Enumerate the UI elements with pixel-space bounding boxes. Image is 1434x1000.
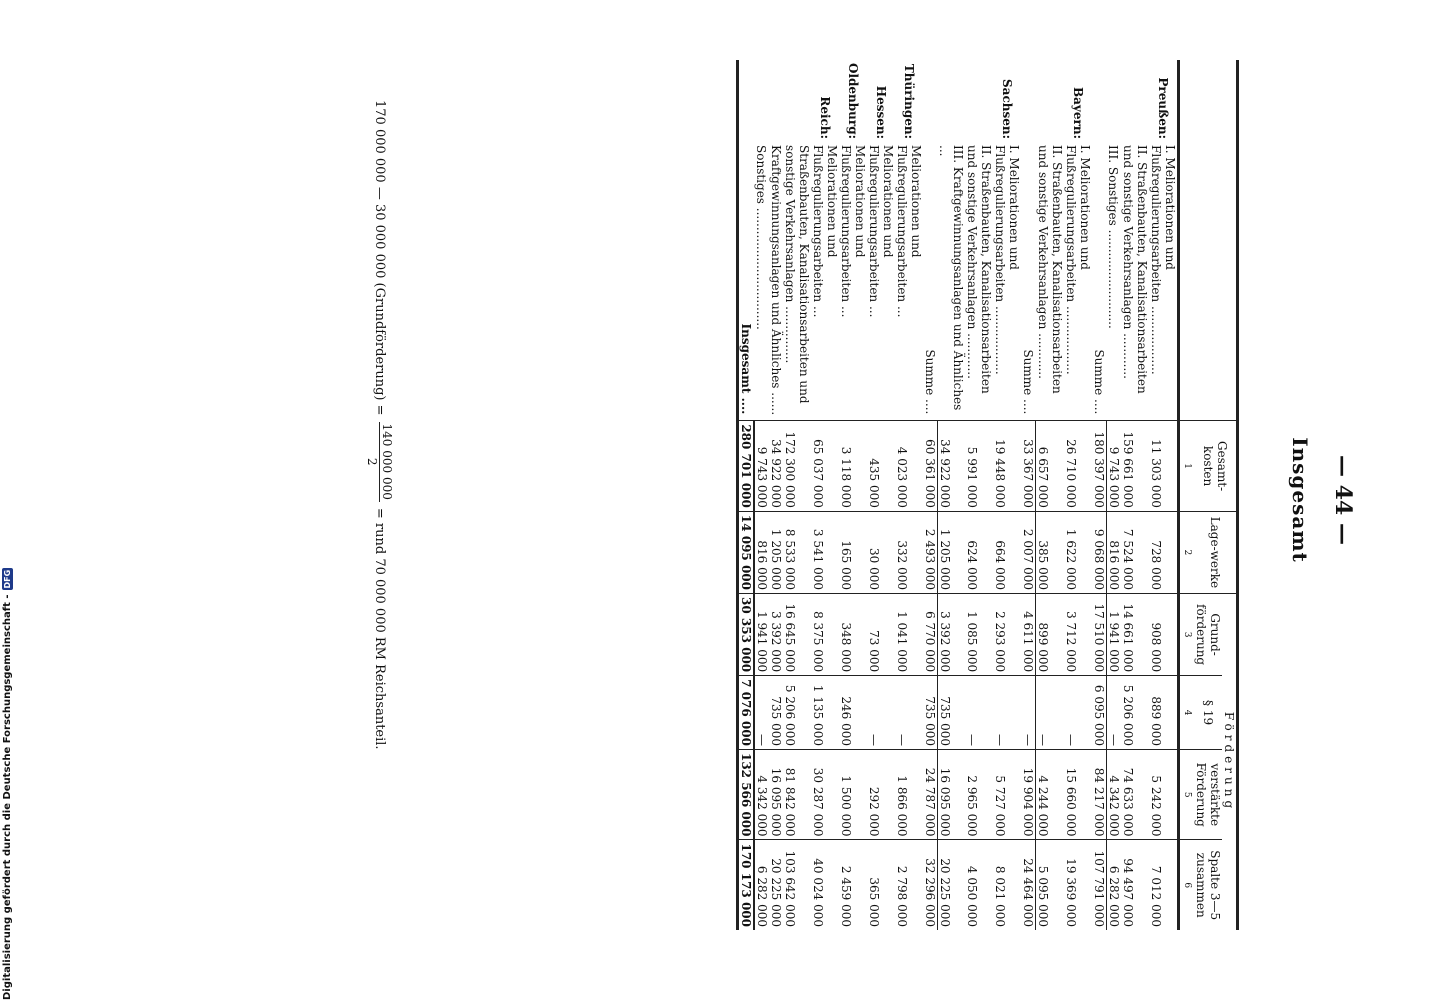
row-description: II. Straßenbauten, Kanalisationsarbeiten und sonstige Verkehrsanlagen ............ [1121, 145, 1149, 394]
cell-col-6: 2 459 000 [839, 840, 867, 930]
table-row [783, 60, 811, 930]
digitization-note [2, 568, 13, 1000]
state-label [1107, 60, 1122, 142]
cell-col-4: 735 000 [769, 676, 783, 750]
cell-col-1: 4 023 000 [895, 421, 923, 512]
cell-col-6: 6 282 000 [754, 840, 769, 930]
cell-col-1: 9 743 000 [754, 421, 769, 512]
cell-col-6: 32 296 000 [923, 840, 938, 930]
state-label: Hessen: [874, 85, 888, 140]
cell-col-3: 30 353 000 [738, 594, 755, 676]
cell-col-4: — [994, 676, 1022, 750]
cell-col-6: 365 000 [867, 840, 895, 930]
cell-col-3: 348 000 [839, 594, 867, 676]
row-description: Straßenbauten, Kanalisationsarbeiten und sonstige Verkehrsanlagen ............... [783, 145, 811, 404]
col-header-2: Lage-werke [1194, 511, 1238, 593]
cell-col-5: 24 787 000 [923, 749, 938, 840]
cell-col-3: 16 645 000 [783, 594, 811, 676]
cell-col-5: 4 342 000 [754, 749, 769, 840]
footnote-left: 170 000 000 — 30 000 000 (Grundförderung) = [372, 100, 387, 416]
cell-col-6: 19 369 000 [1064, 840, 1092, 930]
state-label: Oldenburg: [846, 63, 860, 140]
cell-col-6: 5 095 000 [1036, 840, 1064, 930]
cell-col-2: 8 533 000 [783, 511, 811, 593]
cell-col-2: 2 007 000 [1022, 511, 1037, 593]
cell-col-1: 34 922 000 [769, 421, 783, 512]
cell-col-3: 908 000 [1149, 594, 1179, 676]
table-row [1149, 60, 1179, 930]
table-row [1036, 60, 1064, 930]
cell-col-5: 1 500 000 [839, 749, 867, 840]
cell-col-6: 170 173 000 [738, 840, 755, 930]
cell-col-5: 2 965 000 [966, 749, 994, 840]
cell-col-3: 6 770 000 [923, 594, 938, 676]
row-description: II. Straßenbauten, Kanalisationsarbeiten und sonstige Verkehrsanlagen ............ [965, 145, 994, 394]
cell-col-4: — [966, 676, 994, 750]
col-number-2: 2 [1179, 511, 1195, 593]
cell-col-2: 816 000 [754, 511, 769, 593]
cell-col-1: 60 361 000 [923, 421, 938, 512]
row-description: II. Straßenbauten, Kanalisationsarbeiten und sonstige Verkehrsanlagen ............ [1036, 145, 1064, 394]
cell-col-4: 246 000 [839, 676, 867, 750]
row-description: III. Kraftgewinnungsanlagen und Ähnliches ... [937, 145, 966, 411]
table-row [769, 60, 783, 930]
cell-col-4: 889 000 [1149, 676, 1179, 750]
cell-col-5: 5 242 000 [1149, 749, 1179, 840]
row-description: III. Sonstiges .......................... [1106, 145, 1121, 329]
cell-col-2: 816 000 [1107, 511, 1122, 593]
table-row [994, 60, 1022, 930]
cell-col-3: 14 661 000 [1121, 594, 1149, 676]
cell-col-3: 2 293 000 [994, 594, 1022, 676]
foerderung-group-header: Förderung [1222, 594, 1238, 931]
cell-col-4: — [1064, 676, 1092, 750]
cell-col-6: 20 225 000 [769, 840, 783, 930]
state-label [1022, 60, 1037, 142]
cell-col-6: 2 798 000 [895, 840, 923, 930]
cell-col-5: 5 727 000 [994, 749, 1022, 840]
cell-col-4: 7 076 000 [738, 676, 755, 750]
cell-col-2: 664 000 [994, 511, 1022, 593]
cell-col-1: 435 000 [867, 421, 895, 512]
footnote [365, 100, 394, 920]
cell-col-1: 11 303 000 [1149, 421, 1179, 512]
cell-col-3: 17 510 000 [1092, 594, 1107, 676]
row-description: Insgesamt .... [738, 142, 755, 421]
cell-col-6: 94 497 000 [1121, 840, 1149, 930]
cell-col-6: 4 050 000 [966, 840, 994, 930]
cell-col-5: 292 000 [867, 749, 895, 840]
state-label: Bayern: [1071, 87, 1085, 140]
cell-col-6: 20 225 000 [938, 840, 966, 930]
funding-table [736, 60, 1239, 930]
table-row [867, 60, 895, 930]
table-row [1107, 60, 1122, 930]
cell-col-1: 5 991 000 [966, 421, 994, 512]
state-label [754, 60, 769, 142]
col-number-5: 5 [1179, 749, 1195, 840]
cell-col-4: — [1107, 676, 1122, 750]
fraction-denominator: 2 [365, 457, 379, 466]
cell-col-1: 34 922 000 [938, 421, 966, 512]
table-body [738, 60, 1179, 930]
cell-col-2: 1 205 000 [769, 511, 783, 593]
table-row [966, 60, 994, 930]
cell-col-3: 1 085 000 [966, 594, 994, 676]
col-header-3: Grund-förderung [1194, 594, 1222, 676]
sum-row [1022, 60, 1037, 930]
cell-col-2: 332 000 [895, 511, 923, 593]
cell-col-3: 1 041 000 [895, 594, 923, 676]
total-row [738, 60, 755, 930]
cell-col-3: 8 375 000 [811, 594, 839, 676]
col-number-1: 1 [1179, 421, 1195, 512]
cell-col-1: 26 710 000 [1064, 421, 1092, 512]
sum-row [1092, 60, 1107, 930]
cell-col-4: 735 000 [923, 676, 938, 750]
page-title: Insgesamt [1288, 437, 1312, 563]
state-label [966, 60, 994, 142]
col-header-5: verstärkte Förderung [1194, 749, 1222, 840]
state-label [938, 60, 966, 142]
cell-col-5: 81 842 000 [783, 749, 811, 840]
table-row [938, 60, 966, 930]
cell-col-3: 899 000 [1036, 594, 1064, 676]
cell-col-2: 1 622 000 [1064, 511, 1092, 593]
cell-col-2: 624 000 [966, 511, 994, 593]
cell-col-1: 280 701 000 [738, 421, 755, 512]
cell-col-6: 40 024 000 [811, 840, 839, 930]
state-label [769, 60, 783, 142]
row-description: Meliorationen und Flußregulierungsarbeiten ... [867, 145, 895, 318]
state-label [923, 60, 938, 142]
col-number-4: 4 [1179, 676, 1195, 750]
cell-col-1: 33 367 000 [1022, 421, 1037, 512]
state-label [1121, 60, 1149, 142]
cell-col-5: 19 904 000 [1022, 749, 1037, 840]
footnote-fraction [365, 422, 394, 502]
fraction-numerator: 140 000 000 [380, 423, 394, 500]
cell-col-2: 2 493 000 [923, 511, 938, 593]
table-row [754, 60, 769, 930]
state-label [738, 60, 755, 142]
row-description: I. Meliorationen und Flußregulierungsarbeiten .................. [1064, 145, 1092, 375]
cell-col-5: 16 095 000 [938, 749, 966, 840]
table-row [1064, 60, 1092, 930]
cell-col-3: 73 000 [867, 594, 895, 676]
digitization-text: Digitalisierung gefördert durch die Deutsche Forschungsgemeinschaft - [2, 594, 13, 1000]
cell-col-2: 1 205 000 [938, 511, 966, 593]
cell-col-5: 4 342 000 [1107, 749, 1122, 840]
cell-col-6: 107 791 000 [1092, 840, 1107, 930]
cell-col-2: 165 000 [839, 511, 867, 593]
row-description: Meliorationen und Flußregulierungsarbeiten ... [811, 145, 839, 318]
footnote-right: = rund 70 000 000 RM Reichsanteil. [372, 507, 387, 750]
cell-col-1: 9 743 000 [1107, 421, 1122, 512]
cell-col-5: 84 217 000 [1092, 749, 1107, 840]
cell-col-4: — [1036, 676, 1064, 750]
cell-col-6: 6 282 000 [1107, 840, 1122, 930]
cell-col-3: 3 392 000 [938, 594, 966, 676]
cell-col-5: 74 633 000 [1121, 749, 1149, 840]
dfg-logo-icon: DFG [3, 569, 12, 589]
cell-col-2: 30 000 [867, 511, 895, 593]
col-header-6: Spalte 3—5 zusammen [1194, 840, 1222, 930]
col-number-3: 3 [1179, 594, 1195, 676]
cell-col-1: 6 657 000 [1036, 421, 1064, 512]
cell-col-1: 19 448 000 [994, 421, 1022, 512]
cell-col-3: 3 392 000 [769, 594, 783, 676]
cell-col-2: 7 524 000 [1121, 511, 1149, 593]
row-description: I. Meliorationen und Flußregulierungsarbeiten .................. [1149, 145, 1177, 375]
cell-col-3: 4 611 000 [1022, 594, 1037, 676]
table-row [811, 60, 839, 930]
cell-col-4: 5 206 000 [783, 676, 811, 750]
state-label: Preußen: [1156, 77, 1170, 140]
cell-col-5: 15 660 000 [1064, 749, 1092, 840]
row-description: Meliorationen und Flußregulierungsarbeiten ... [839, 145, 867, 318]
table-row [1121, 60, 1149, 930]
cell-col-1: 159 661 000 [1121, 421, 1149, 512]
cell-col-4: 735 000 [938, 676, 966, 750]
state-label: Thüringen: [902, 63, 916, 140]
sum-row [923, 60, 938, 930]
col-header-1: Gesamt-kosten [1194, 421, 1238, 512]
cell-col-6: 24 464 000 [1022, 840, 1037, 930]
col-header-4: § 19 [1194, 676, 1222, 750]
cell-col-3: 3 712 000 [1064, 594, 1092, 676]
state-label [783, 60, 811, 142]
table-row [839, 60, 867, 930]
cell-col-5: 16 095 000 [769, 749, 783, 840]
cell-col-6: 8 021 000 [994, 840, 1022, 930]
cell-col-1: 3 118 000 [839, 421, 867, 512]
row-description: Summe .... [1021, 349, 1036, 415]
cell-col-5: 132 566 000 [738, 749, 755, 840]
row-description: Summe .... [923, 349, 937, 415]
cell-col-4: — [754, 676, 769, 750]
table-row [895, 60, 923, 930]
cell-col-4: 6 095 000 [1092, 676, 1107, 750]
cell-col-2: 385 000 [1036, 511, 1064, 593]
cell-col-2: 14 095 000 [738, 511, 755, 593]
state-label [1036, 60, 1064, 142]
cell-col-1: 180 397 000 [1092, 421, 1107, 512]
description-header [1194, 60, 1238, 421]
row-description: Sonstiges ................................ [754, 145, 768, 330]
cell-col-4: — [895, 676, 923, 750]
cell-col-3: 1 941 000 [1107, 594, 1122, 676]
cell-col-4: 1 135 000 [811, 676, 839, 750]
cell-col-6: 103 642 000 [783, 840, 811, 930]
col-number-6: 6 [1179, 840, 1195, 930]
cell-col-4: 5 206 000 [1121, 676, 1149, 750]
row-description: Summe .... [1092, 349, 1106, 415]
state-label: Reich: [818, 96, 832, 140]
cell-col-4: — [1022, 676, 1037, 750]
cell-col-4: — [867, 676, 895, 750]
cell-col-5: 30 287 000 [811, 749, 839, 840]
state-label [1092, 60, 1107, 142]
cell-col-3: 1 941 000 [754, 594, 769, 676]
cell-col-2: 728 000 [1149, 511, 1179, 593]
cell-col-5: 4 244 000 [1036, 749, 1064, 840]
page-number: — 44 — [1330, 455, 1356, 545]
row-description: Kraftgewinnungsanlagen und Ähnliches ...... [769, 145, 783, 416]
row-description: Meliorationen und Flußregulierungsarbeiten ... [895, 145, 923, 318]
cell-col-6: 7 012 000 [1149, 840, 1179, 930]
state-label: Sachsen: [1000, 79, 1015, 140]
row-description: I. Meliorationen und Flußregulierungsarbeiten .................. [993, 145, 1022, 375]
cell-col-2: 3 541 000 [811, 511, 839, 593]
cell-col-1: 65 037 000 [811, 421, 839, 512]
cell-col-5: 1 866 000 [895, 749, 923, 840]
cell-col-1: 172 300 000 [783, 421, 811, 512]
cell-col-2: 9 068 000 [1092, 511, 1107, 593]
